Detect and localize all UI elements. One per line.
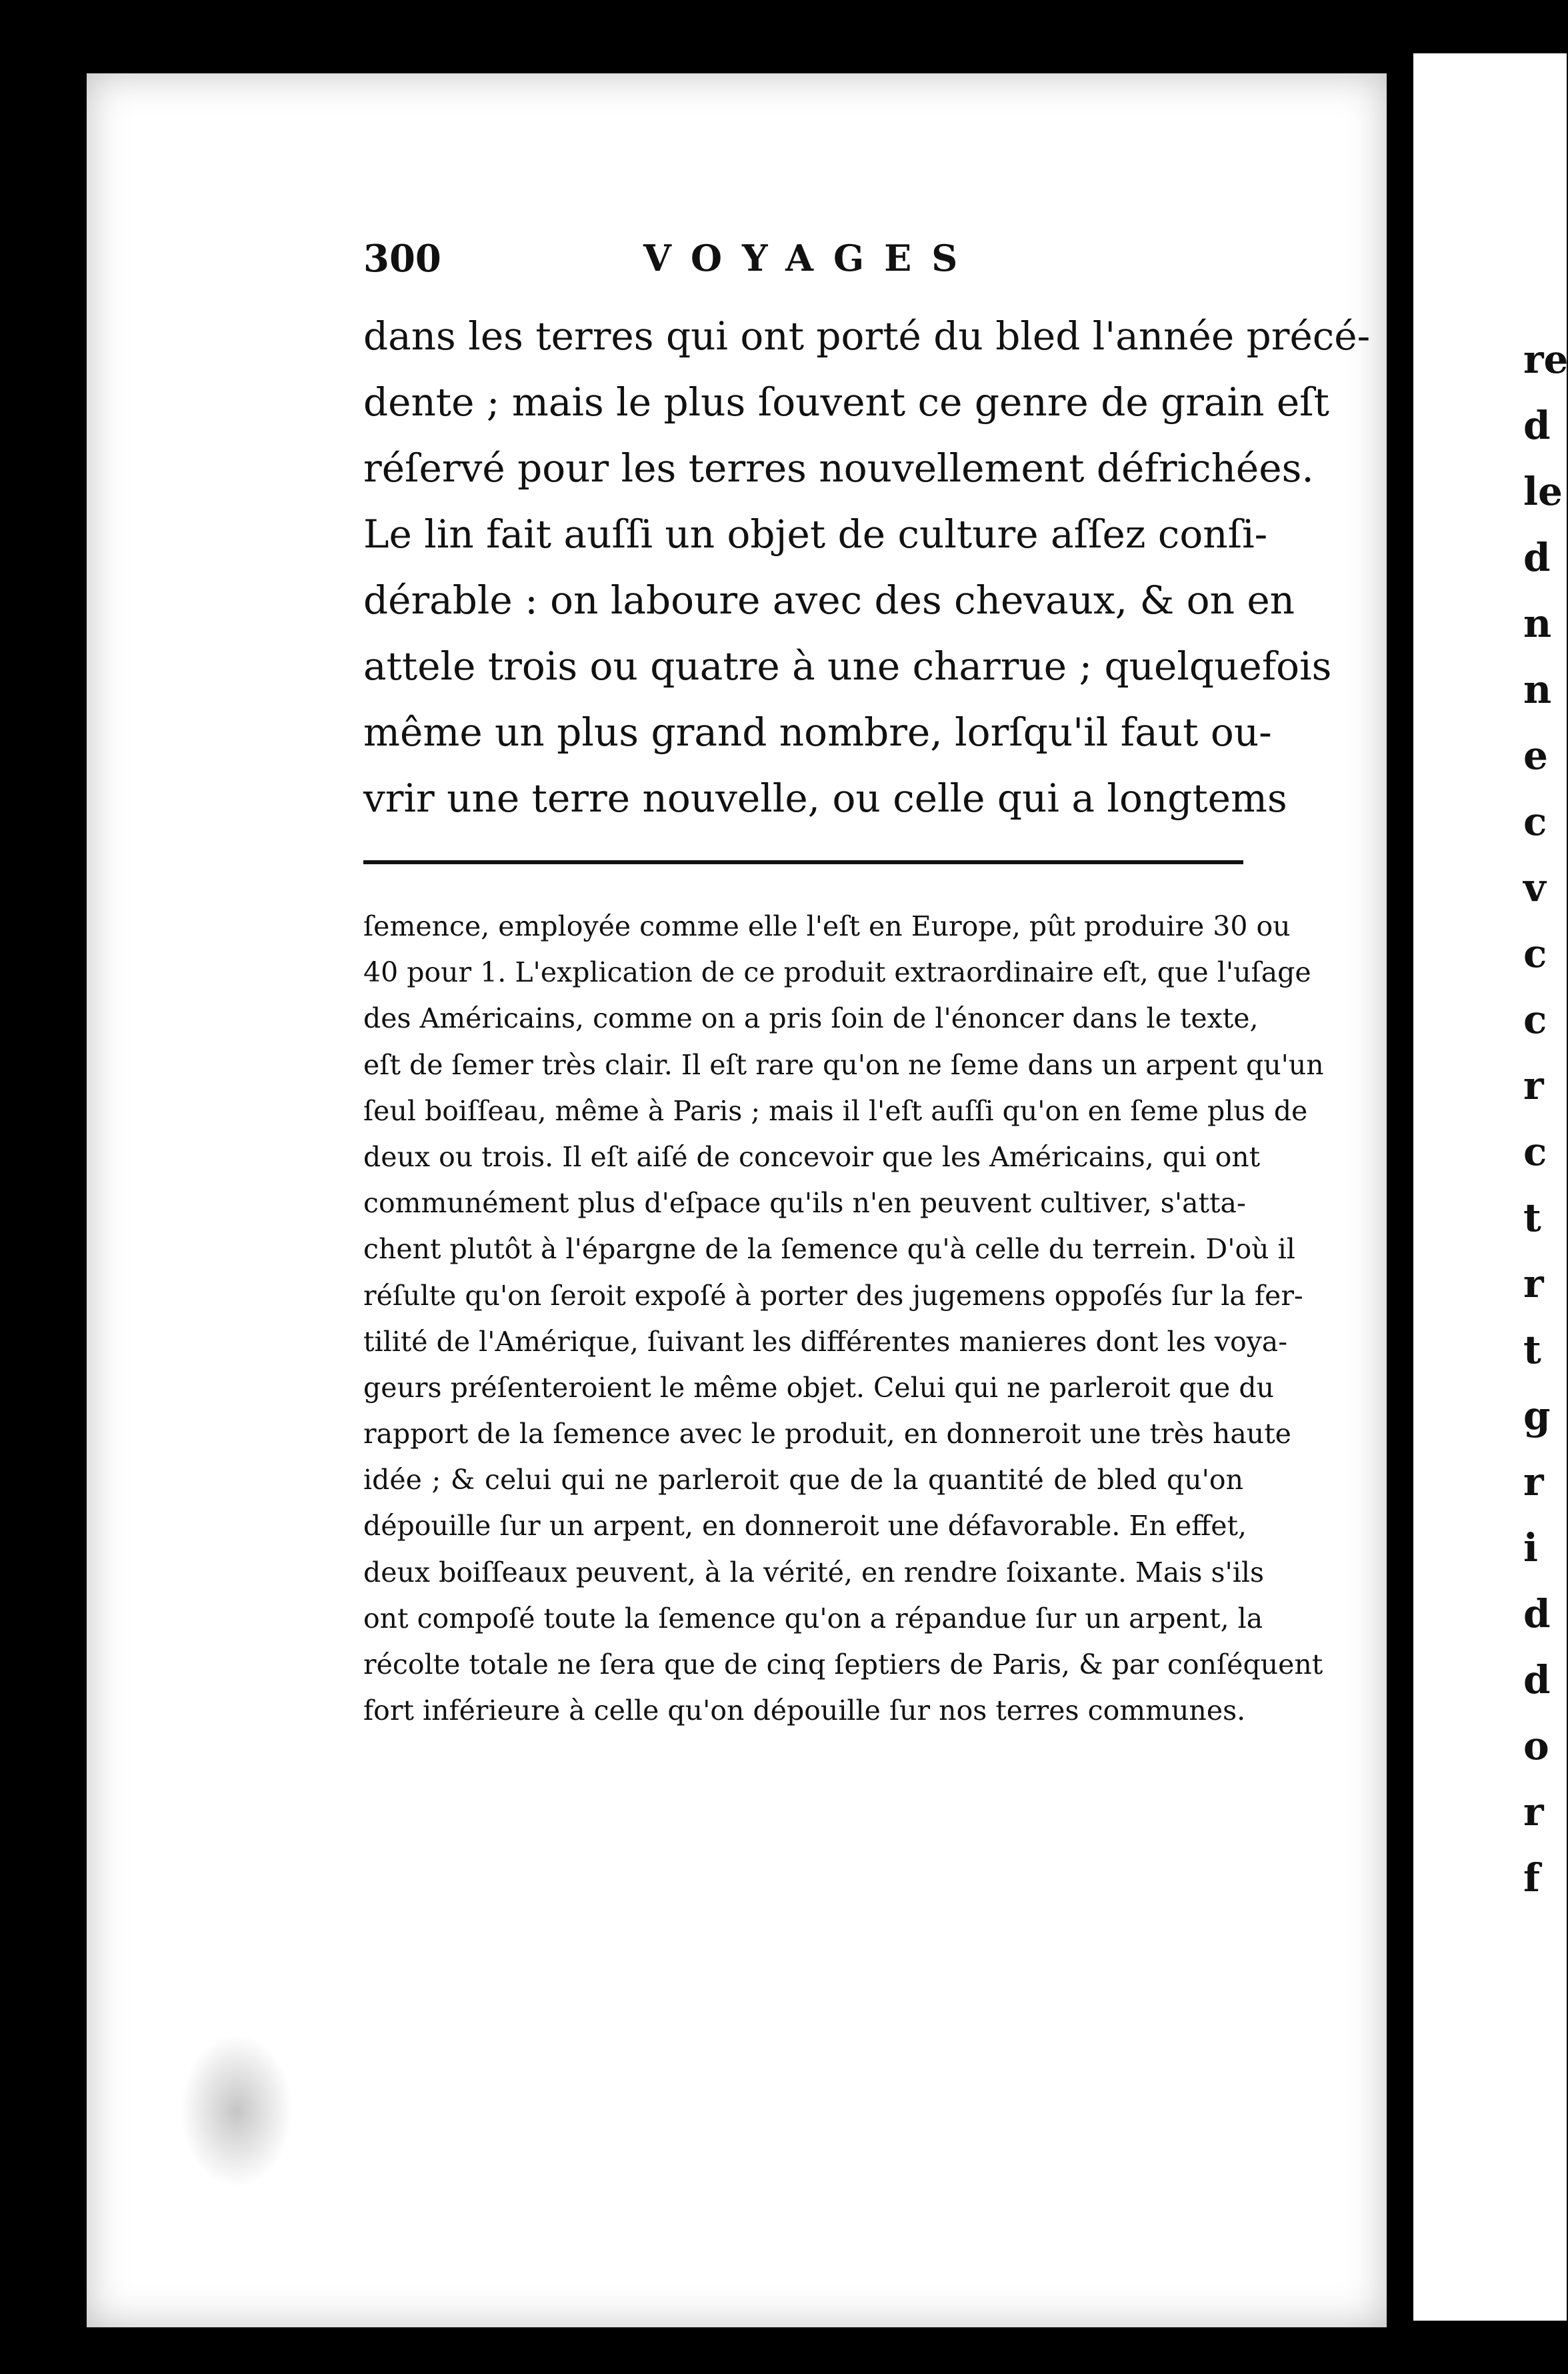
facing-page-fragment: le xyxy=(1523,469,1563,514)
facing-page-fragment: f xyxy=(1523,1855,1540,1901)
page-number: 300 xyxy=(363,237,441,281)
footnote-line: réſulte qu'on ſeroit expoſé à porter des jugemens oppoſés ſur la fer- xyxy=(363,1279,1303,1312)
facing-page-fragment: c xyxy=(1523,1129,1547,1174)
facing-page-fragment: r xyxy=(1523,1789,1544,1835)
facing-page-fragment: v xyxy=(1523,865,1546,910)
footnote-line: des Américains, comme on a pris ſoin de l'énoncer dans le texte, xyxy=(363,1002,1259,1035)
facing-page-fragment: d xyxy=(1523,403,1551,448)
facing-page-fragment: c xyxy=(1523,931,1547,976)
text-line: même un plus grand nombre, lorſqu'il faut ou- xyxy=(363,710,1272,755)
footnote-line: rapport de la ſemence avec le produit, en donneroit une très haute xyxy=(363,1418,1291,1450)
text-line: dans les terres qui ont porté du bled l'année précé- xyxy=(363,313,1371,359)
facing-page-fragment: t xyxy=(1523,1327,1541,1372)
facing-page-fragment: c xyxy=(1523,997,1547,1042)
footnote-line: dépouille ſur un arpent, en donneroit une défavorable. En effet, xyxy=(363,1510,1247,1542)
facing-page-fragment: d xyxy=(1523,535,1551,580)
footnote-line: chent plutôt à l'épargne de la ſemence qu'à celle du terrein. D'où il xyxy=(363,1233,1295,1266)
footnote-line: deux boiſſeaux peuvent, à la vérité, en rendre ſoixante. Mais s'ils xyxy=(363,1556,1265,1588)
book-gutter xyxy=(1387,53,1413,2334)
facing-page-fragment: g xyxy=(1523,1393,1551,1438)
footnote xyxy=(363,904,1324,1734)
running-title: VOYAGES xyxy=(643,237,978,279)
text-line: dérable : on laboure avec des chevaux, & on en xyxy=(363,577,1295,623)
footnote-line: communément plus d'eſpace qu'ils n'en peuvent cultiver, s'atta- xyxy=(363,1187,1246,1220)
footnote-line: 40 pour 1. L'explication de ce produit extraordinaire eſt, que l'uſage xyxy=(363,956,1311,989)
footnote-line: ſemence, employée comme elle l'eſt en Europe, pût produire 30 ou xyxy=(363,910,1291,942)
facing-page-fragment: o xyxy=(1523,1723,1549,1768)
facing-page-fragment: i xyxy=(1523,1525,1539,1570)
footnote-line: eſt de ſemer très clair. Il eſt rare qu'on ne ſeme dans un arpent qu'un xyxy=(363,1048,1324,1081)
facing-page-fragment: r xyxy=(1523,1459,1544,1504)
footnote-line: geurs préſenteroient le même objet. Celui qui ne parleroit que du xyxy=(363,1371,1274,1404)
facing-page-fragment: r xyxy=(1523,1261,1544,1306)
facing-page-fragment: n xyxy=(1523,601,1552,646)
footnote-rule xyxy=(363,860,1243,864)
footnote-line: tilité de l'Amérique, ſuivant les différentes manieres dont les voya- xyxy=(363,1325,1288,1358)
facing-page-fragment: re xyxy=(1523,337,1568,382)
text-line: réſervé pour les terres nouvellement défrichées. xyxy=(363,445,1314,491)
text-line: Le lin fait auſſi un objet de culture aſſez conſi- xyxy=(363,511,1268,557)
footnote-line: idée ; & celui qui ne parleroit que de la quantité de bled qu'on xyxy=(363,1464,1243,1496)
text-line: vrir une terre nouvelle, ou celle qui a longtems xyxy=(363,776,1287,821)
facing-page-fragment: t xyxy=(1523,1195,1541,1240)
footnote-line: récolte totale ne ſera que de cinq ſeptiers de Paris, & par conſéquent xyxy=(363,1648,1323,1680)
facing-page-text xyxy=(1523,327,1568,1911)
footnote-line: ont compoſé toute la ſemence qu'on a répandue ſur un arpent, la xyxy=(363,1602,1263,1634)
footnote-line: fort inférieure à celle qu'on dépouille ſur nos terres communes. xyxy=(363,1694,1246,1727)
facing-page-fragment: r xyxy=(1523,1063,1544,1108)
footnote-line: deux ou trois. Il eſt aiſé de concevoir que les Américains, qui ont xyxy=(363,1140,1261,1173)
footnote-line: ſeul boiſſeau, même à Paris ; mais il l'eſt auſſi qu'on en ſeme plus de xyxy=(363,1094,1308,1127)
facing-page-fragment: d xyxy=(1523,1591,1551,1636)
paper-stain xyxy=(180,2034,293,2187)
text-line: dente ; mais le plus ſouvent ce genre de grain eſt xyxy=(363,379,1329,425)
page-header xyxy=(363,237,1243,290)
facing-page-fragment: e xyxy=(1523,733,1548,778)
facing-page-fragment: c xyxy=(1523,799,1547,844)
text-line: attele trois ou quatre à une charrue ; quelquefois xyxy=(363,644,1332,689)
facing-page-fragment: n xyxy=(1523,667,1552,712)
facing-page-fragment: d xyxy=(1523,1657,1551,1702)
main-text xyxy=(363,303,1371,832)
